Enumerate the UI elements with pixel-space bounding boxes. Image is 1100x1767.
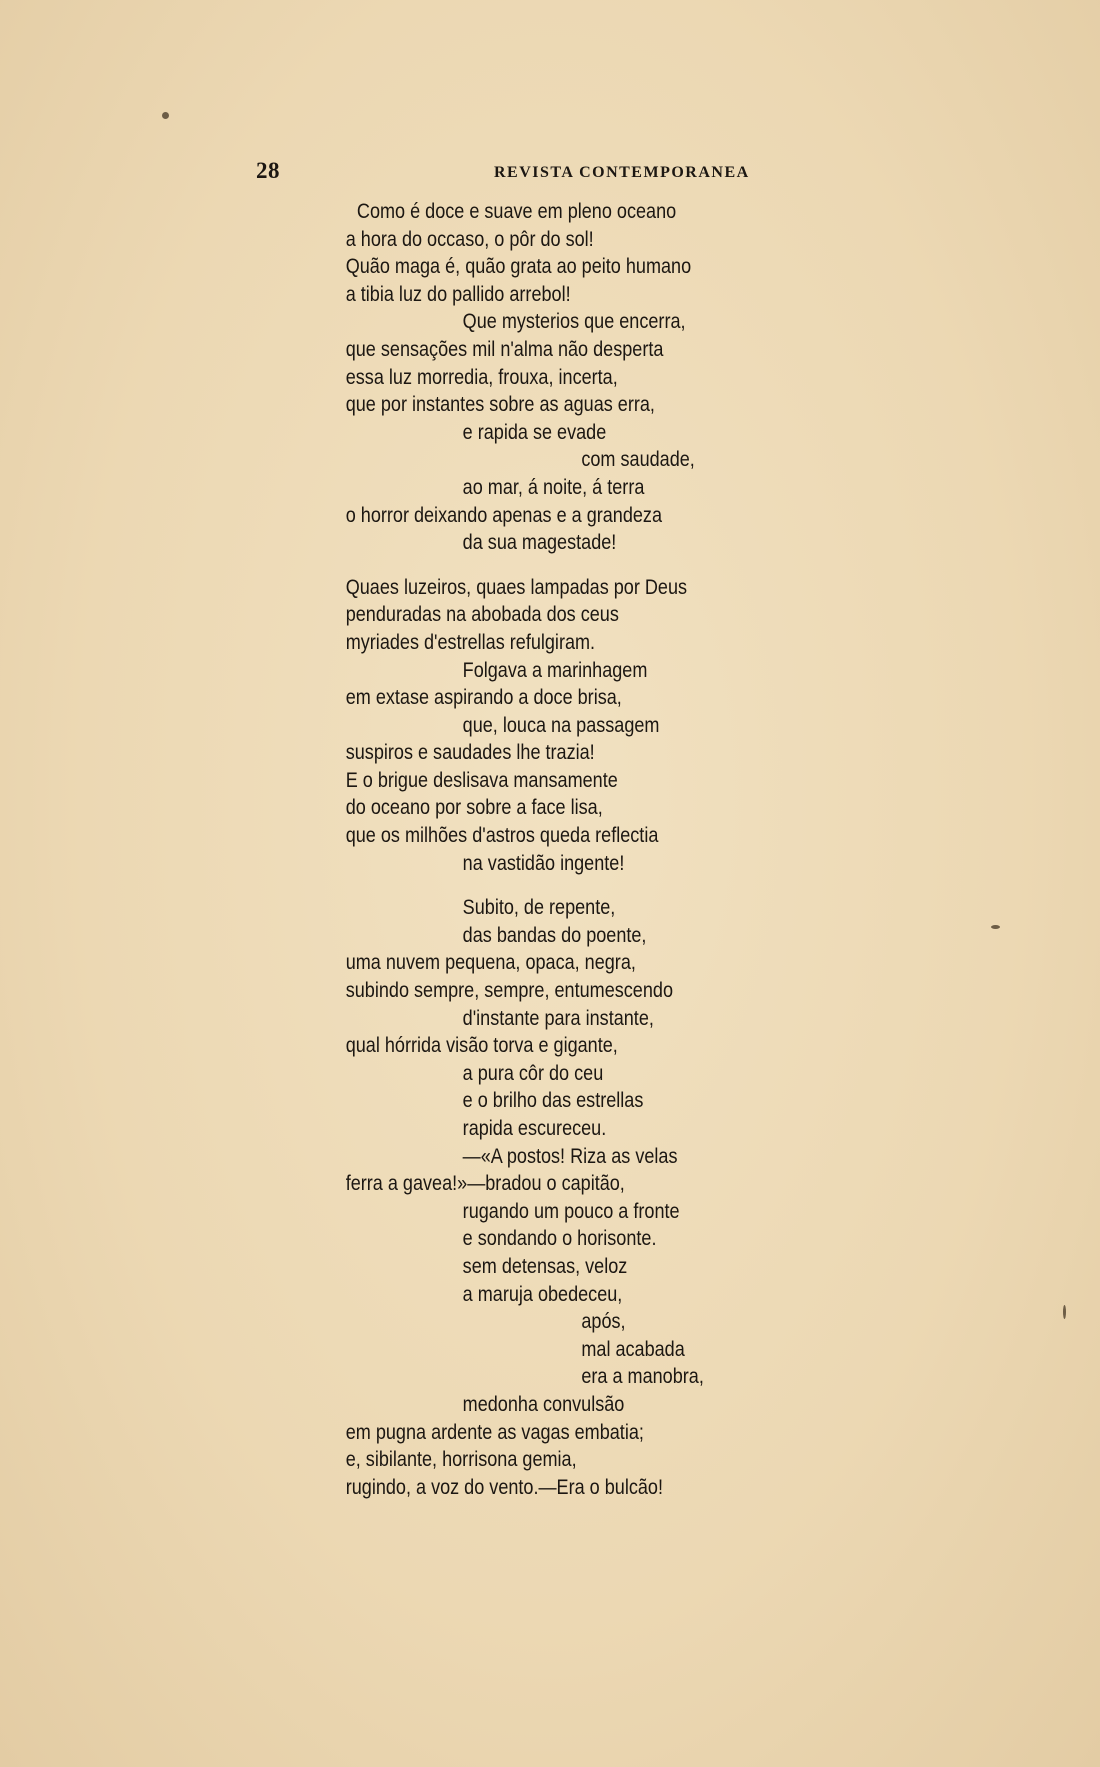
poem-line: Quaes luzeiros, quaes lampadas por Deus bbox=[345, 575, 688, 599]
poem-line: uma nuvem pequena, opaca, negra, bbox=[345, 951, 636, 975]
stanza bbox=[0, 198, 946, 557]
poem-line: sem detensas, veloz bbox=[462, 1254, 628, 1278]
poem-line: em pugna ardente as vagas embatia; bbox=[345, 1420, 644, 1444]
poem-line: rugando um pouco a fronte bbox=[462, 1199, 680, 1223]
poem-line: que por instantes sobre as aguas erra, bbox=[345, 393, 655, 417]
poem-line: —«A postos! Riza as velas bbox=[462, 1144, 678, 1168]
poem-line: era a manobra, bbox=[581, 1365, 704, 1389]
poem-line: Que mysterios que encerra, bbox=[462, 310, 686, 334]
poem-line: rugindo, a voz do vento.—Era o bulcão! bbox=[345, 1475, 663, 1499]
poem-line: que os milhões d'astros queda reflectia bbox=[345, 824, 659, 848]
stanza bbox=[0, 894, 946, 1501]
poem-line: suspiros e saudades lhe trazia! bbox=[345, 741, 595, 765]
ink-speck bbox=[1063, 1305, 1066, 1319]
poem-line: e rapida se evade bbox=[462, 420, 607, 444]
poem-line: penduradas na abobada dos ceus bbox=[345, 603, 619, 627]
poem-line: Folgava a marinhagem bbox=[462, 658, 648, 682]
page-header bbox=[0, 158, 1100, 188]
poem-line: e o brilho das estrellas bbox=[462, 1089, 644, 1113]
poem-line: a hora do occaso, o pôr do sol! bbox=[345, 227, 594, 251]
poem-line: ao mar, á noite, á terra bbox=[462, 475, 645, 499]
poem-line: rapida escureceu. bbox=[462, 1117, 607, 1140]
poem-line: qual hórrida visão torva e gigante, bbox=[345, 1034, 618, 1058]
poem-line: medonha convulsão bbox=[462, 1392, 625, 1416]
poem-line: e, sibilante, horrisona gemia, bbox=[345, 1448, 577, 1472]
poem-line: a maruja obedeceu, bbox=[462, 1282, 623, 1306]
poem-line: d'instante para instante, bbox=[462, 1006, 654, 1030]
page-number: 28 bbox=[256, 158, 280, 183]
poem-line: da sua magestade! bbox=[462, 531, 617, 555]
running-title: REVISTA CONTEMPORANEA bbox=[494, 164, 750, 181]
poem-line: essa luz morredia, frouxa, incerta, bbox=[345, 365, 618, 389]
ink-speck bbox=[162, 112, 169, 119]
poem-line: E o brigue deslisava mansamente bbox=[345, 768, 618, 792]
poem-line: após, bbox=[581, 1310, 626, 1334]
poem-line: na vastidão ingente! bbox=[462, 851, 625, 875]
poem-line: das bandas do poente, bbox=[462, 923, 647, 947]
poem-line: com saudade, bbox=[581, 448, 695, 472]
ink-speck bbox=[991, 925, 1000, 929]
poem-body bbox=[0, 198, 946, 1501]
poem-line: e sondando o horisonte. bbox=[462, 1227, 657, 1251]
poem-line: do oceano por sobre a face lisa, bbox=[345, 796, 603, 820]
poem-line: a pura côr do ceu bbox=[462, 1061, 604, 1085]
poem-line: Quão maga é, quão grata ao peito humano bbox=[345, 255, 692, 279]
poem-line: Como é doce e suave em pleno oceano bbox=[356, 200, 677, 223]
poem-line: em extase aspirando a doce brisa, bbox=[345, 686, 622, 710]
poem-line: que, louca na passagem bbox=[462, 713, 660, 737]
stanza bbox=[0, 574, 946, 878]
poem-line: subindo sempre, sempre, entumescendo bbox=[345, 979, 673, 1003]
poem-line: myriades d'estrellas refulgiram. bbox=[345, 630, 596, 654]
poem-line: mal acabada bbox=[581, 1337, 685, 1361]
poem-line: a tibia luz do pallido arrebol! bbox=[345, 282, 571, 306]
poem-line: ferra a gavea!»—bradou o capitão, bbox=[345, 1172, 625, 1196]
poem-line: Subito, de repente, bbox=[462, 896, 616, 920]
poem-line: que sensações mil n'alma não desperta bbox=[345, 337, 664, 361]
poem-line: o horror deixando apenas e a grandeza bbox=[345, 503, 663, 527]
